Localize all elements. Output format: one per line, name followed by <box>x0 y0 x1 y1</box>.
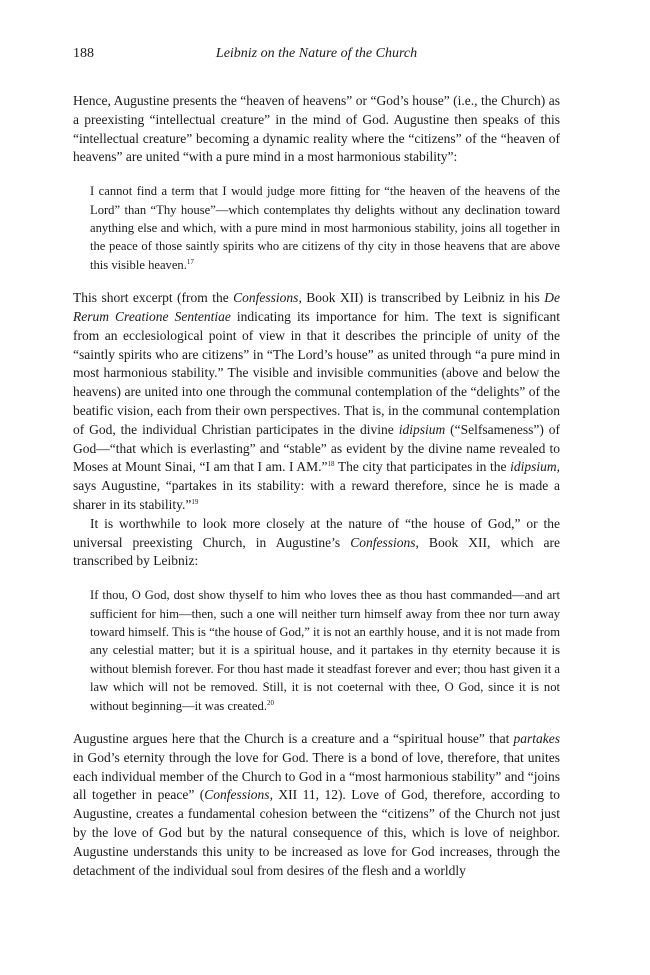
block-quote <box>90 586 560 715</box>
text-run: , XII 11, 12). Love of God, therefore, according to Augustine, creates a fundamental cohesion between the “citizens” of the Church not just by the love of God but by the natural consequence of this, which is love of neighbor. Augustine understands this unity to be increased as love for God increases, through the detachment of the individual soul from desires of the flesh and a worldly <box>73 787 561 878</box>
body-paragraph <box>73 289 560 515</box>
footnote-marker: 17 <box>186 257 194 266</box>
body-paragraph <box>73 515 560 571</box>
body-paragraph <box>73 730 560 880</box>
text-run: This short excerpt (from the <box>73 290 234 306</box>
text-run: The city that participates in the <box>334 459 511 475</box>
text-run: , Book XII, which are transcribed by Leibniz: <box>73 534 560 569</box>
block-quote <box>90 182 560 274</box>
text-run: If thou, O God, dost show thyself to him who loves thee as thou hast commanded—and art sufficient for him—then, such a one will neither turn himself away from thee nor turn away toward himself. This is “the house of God,” it is not an earthly house, and it is not made from any celestial matter; but it is a spiritual house, and it partakes in thy eternity because it is without blemish forever. For thou hast made it steadfast forever and ever; thou hast given it a law which will not be removed. Still, it is not coeternal with thee, O God, since it is not without beginning—it was created. <box>90 588 560 713</box>
footnote-marker: 18 <box>327 460 335 469</box>
italic-text: idipsium <box>398 421 446 437</box>
italic-text: Confessions <box>204 787 270 803</box>
text-run: Hence, Augustine presents the “heaven of heavens” or “God’s house” (i.e., the Church) as a preexisting “intellectual creature” in the mind of God. Augustine then speaks of this “intellectual creature” becoming a dynamic reality where the “citizens” of the “heaven of heavens” are united “with a pure mind in a most harmonious stability”: <box>73 93 560 165</box>
text-run: It is worthwhile to look more closely at the nature of “the house of God,” or the universal preexisting Church, in Augustine’s <box>73 515 560 550</box>
text-run: indicating its importance for him. The text is significant from an ecclesiological point of view in that it describes the principle of unity of the “saintly spirits who are citizens” in “The Lord’s house” as united through “a pure mind in most harmonious stability.” The visible and invisible communities (above and below the heavens) are united into one through the communal contemplation of the “delights” of the beatific vision, each from their own perspectives. That is, in the communal contemplation of God, the individual Christian participates in the divine <box>73 309 560 437</box>
italic-text: De Rerum Creatione Sententiae <box>73 290 560 325</box>
italic-text: idipsium <box>510 459 557 475</box>
text-run: in God’s eternity through the love for God. There is a bond of love, therefore, that unites each individual member of the Church to God in a “most harmonious stability” and “joins all together in peace” ( <box>73 749 560 803</box>
italic-text: partakes <box>513 731 560 747</box>
running-title: Leibniz on the Nature of the Church <box>215 46 418 61</box>
page-number: 188 <box>73 46 94 61</box>
body-paragraph <box>73 92 560 167</box>
text-run: , says Augustine, “partakes in its stability: with a reward therefore, since he is made a sharer in its stability.” <box>73 459 560 512</box>
text-run: I cannot find a term that I would judge more fitting for “the heaven of the heavens of the Lord” than “Thy house”—which contemplates thy delights without any declination toward anything else and which, with a pure mind in most harmonious stability, joins all together in the peace of those saintly spirits who are citizens of thy city in those heavens that are above this visible heaven. <box>90 184 560 272</box>
italic-text: Confessions <box>350 534 416 550</box>
footnote-marker: 19 <box>191 497 199 506</box>
text-run: (“Selfsameness”) of God—“that which is everlasting” and “stable” as evident by the divine name revealed to Moses at Mount Sinai, “I am that I am. I AM.” <box>73 421 560 475</box>
body-text <box>73 92 560 880</box>
footnote-marker: 20 <box>266 698 274 707</box>
text-run: , Book XII) is transcribed by Leibniz in his <box>298 290 545 306</box>
text-run: Augustine argues here that the Church is a creature and a “spiritual house” that <box>73 731 514 747</box>
italic-text: Confessions <box>233 290 299 306</box>
running-header <box>73 46 560 66</box>
